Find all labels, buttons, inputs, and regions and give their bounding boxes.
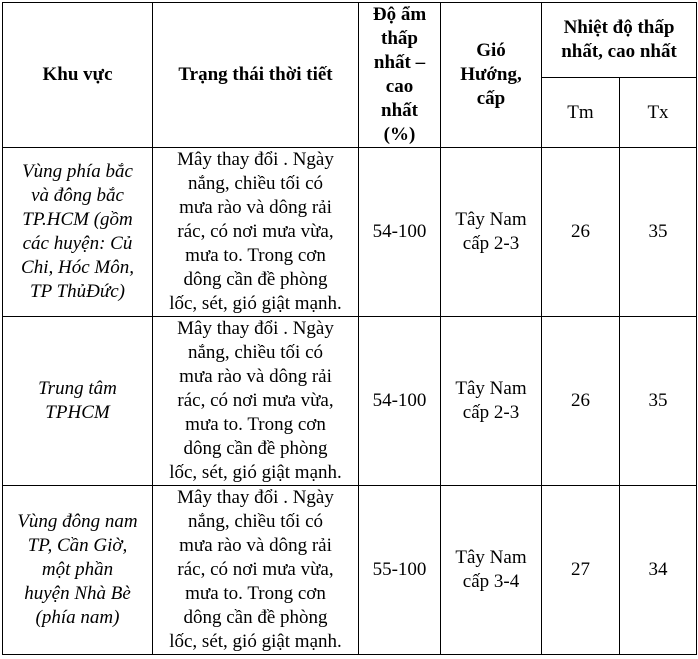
weather-line: mưa to. Trong cơn <box>185 245 326 266</box>
region-line: (phía nam) <box>35 607 120 628</box>
header-humidity <box>359 3 441 148</box>
region-cell <box>3 486 153 655</box>
header-humidity-line: nhất – <box>373 52 426 73</box>
wind-cell <box>441 486 542 655</box>
region-cell <box>3 317 153 486</box>
table-row <box>3 317 697 486</box>
weather-line: Mây thay đổi . Ngày <box>177 318 334 339</box>
header-tx: Tx <box>620 78 697 148</box>
weather-line: mưa to. Trong cơn <box>185 414 326 435</box>
region-line: một phần <box>41 559 114 580</box>
table-row <box>3 148 697 317</box>
tx-cell: 35 <box>620 148 697 317</box>
region-line: TP ThủĐức) <box>30 281 125 302</box>
wind-cell <box>441 148 542 317</box>
wind-line: Tây Nam <box>455 378 527 399</box>
tm-cell: 27 <box>542 486 620 655</box>
weather-line: dông cần đề phòng <box>183 438 328 459</box>
region-line: và đông bắc <box>31 185 124 206</box>
weather-line: nắng, chiều tối có <box>187 511 324 532</box>
weather-line: mưa rào và dông rải <box>179 197 332 218</box>
weather-line: Mây thay đổi . Ngày <box>177 149 334 170</box>
header-wind-line: Hướng, <box>460 64 522 85</box>
weather-line: rác, có nơi mưa vừa, <box>177 390 334 411</box>
header-humidity-line: (%) <box>383 124 416 145</box>
region-line: Trung tâm <box>38 378 117 399</box>
tx-cell: 34 <box>620 486 697 655</box>
wind-line: cấp 2-3 <box>462 233 520 254</box>
header-tm: Tm <box>542 78 620 148</box>
header-humidity-line: thấp <box>381 28 418 49</box>
region-line: Vùng phía bắc <box>22 161 133 182</box>
weather-line: dông cần đề phòng <box>183 269 328 290</box>
tm-cell: 26 <box>542 317 620 486</box>
header-temperature-line: nhất, cao nhất <box>561 41 677 62</box>
weather-cell <box>153 148 359 317</box>
region-line: Chi, Hóc Môn, <box>21 257 134 278</box>
region-line: Vùng đông nam <box>17 511 138 532</box>
weather-line: rác, có nơi mưa vừa, <box>177 221 334 242</box>
weather-line: lốc, sét, gió giật mạnh. <box>169 462 342 483</box>
humidity-cell: 54-100 <box>359 148 441 317</box>
table-row <box>3 486 697 655</box>
wind-line: cấp 3-4 <box>462 571 520 592</box>
weather-forecast-table <box>2 2 697 655</box>
wind-line: cấp 2-3 <box>462 402 520 423</box>
weather-line: rác, có nơi mưa vừa, <box>177 559 334 580</box>
region-line: TPHCM <box>45 402 110 423</box>
weather-cell <box>153 317 359 486</box>
region-line: TP.HCM (gồm <box>22 209 133 230</box>
weather-line: nắng, chiều tối có <box>187 173 324 194</box>
weather-line: mưa rào và dông rải <box>179 535 332 556</box>
weather-line: dông cần đề phòng <box>183 607 328 628</box>
region-line: các huyện: Củ <box>22 233 133 254</box>
wind-line: Tây Nam <box>455 547 527 568</box>
header-wind-line: cấp <box>476 88 506 109</box>
header-humidity-line: cao <box>385 76 414 97</box>
region-line: huyện Nhà Bè <box>24 583 131 604</box>
header-temperature-line: Nhiệt độ thấp <box>563 17 675 38</box>
header-temperature <box>542 3 697 78</box>
weather-line: lốc, sét, gió giật mạnh. <box>169 631 342 652</box>
header-humidity-line: Độ ẩm <box>372 4 427 25</box>
header-wind-line: Gió <box>476 40 506 61</box>
tm-cell: 26 <box>542 148 620 317</box>
region-line: TP, Cần Giờ, <box>27 535 128 556</box>
wind-cell <box>441 317 542 486</box>
weather-line: mưa to. Trong cơn <box>185 583 326 604</box>
humidity-cell: 55-100 <box>359 486 441 655</box>
header-wind <box>441 3 542 148</box>
humidity-cell: 54-100 <box>359 317 441 486</box>
tx-cell: 35 <box>620 317 697 486</box>
weather-line: mưa rào và dông rải <box>179 366 332 387</box>
region-cell <box>3 148 153 317</box>
header-humidity-line: nhất <box>381 100 418 121</box>
header-region: Khu vực <box>3 3 153 148</box>
weather-line: nắng, chiều tối có <box>187 342 324 363</box>
wind-line: Tây Nam <box>455 209 527 230</box>
weather-cell <box>153 486 359 655</box>
weather-line: Mây thay đổi . Ngày <box>177 487 334 508</box>
weather-line: lốc, sét, gió giật mạnh. <box>169 293 342 314</box>
header-weather: Trạng thái thời tiết <box>153 3 359 148</box>
